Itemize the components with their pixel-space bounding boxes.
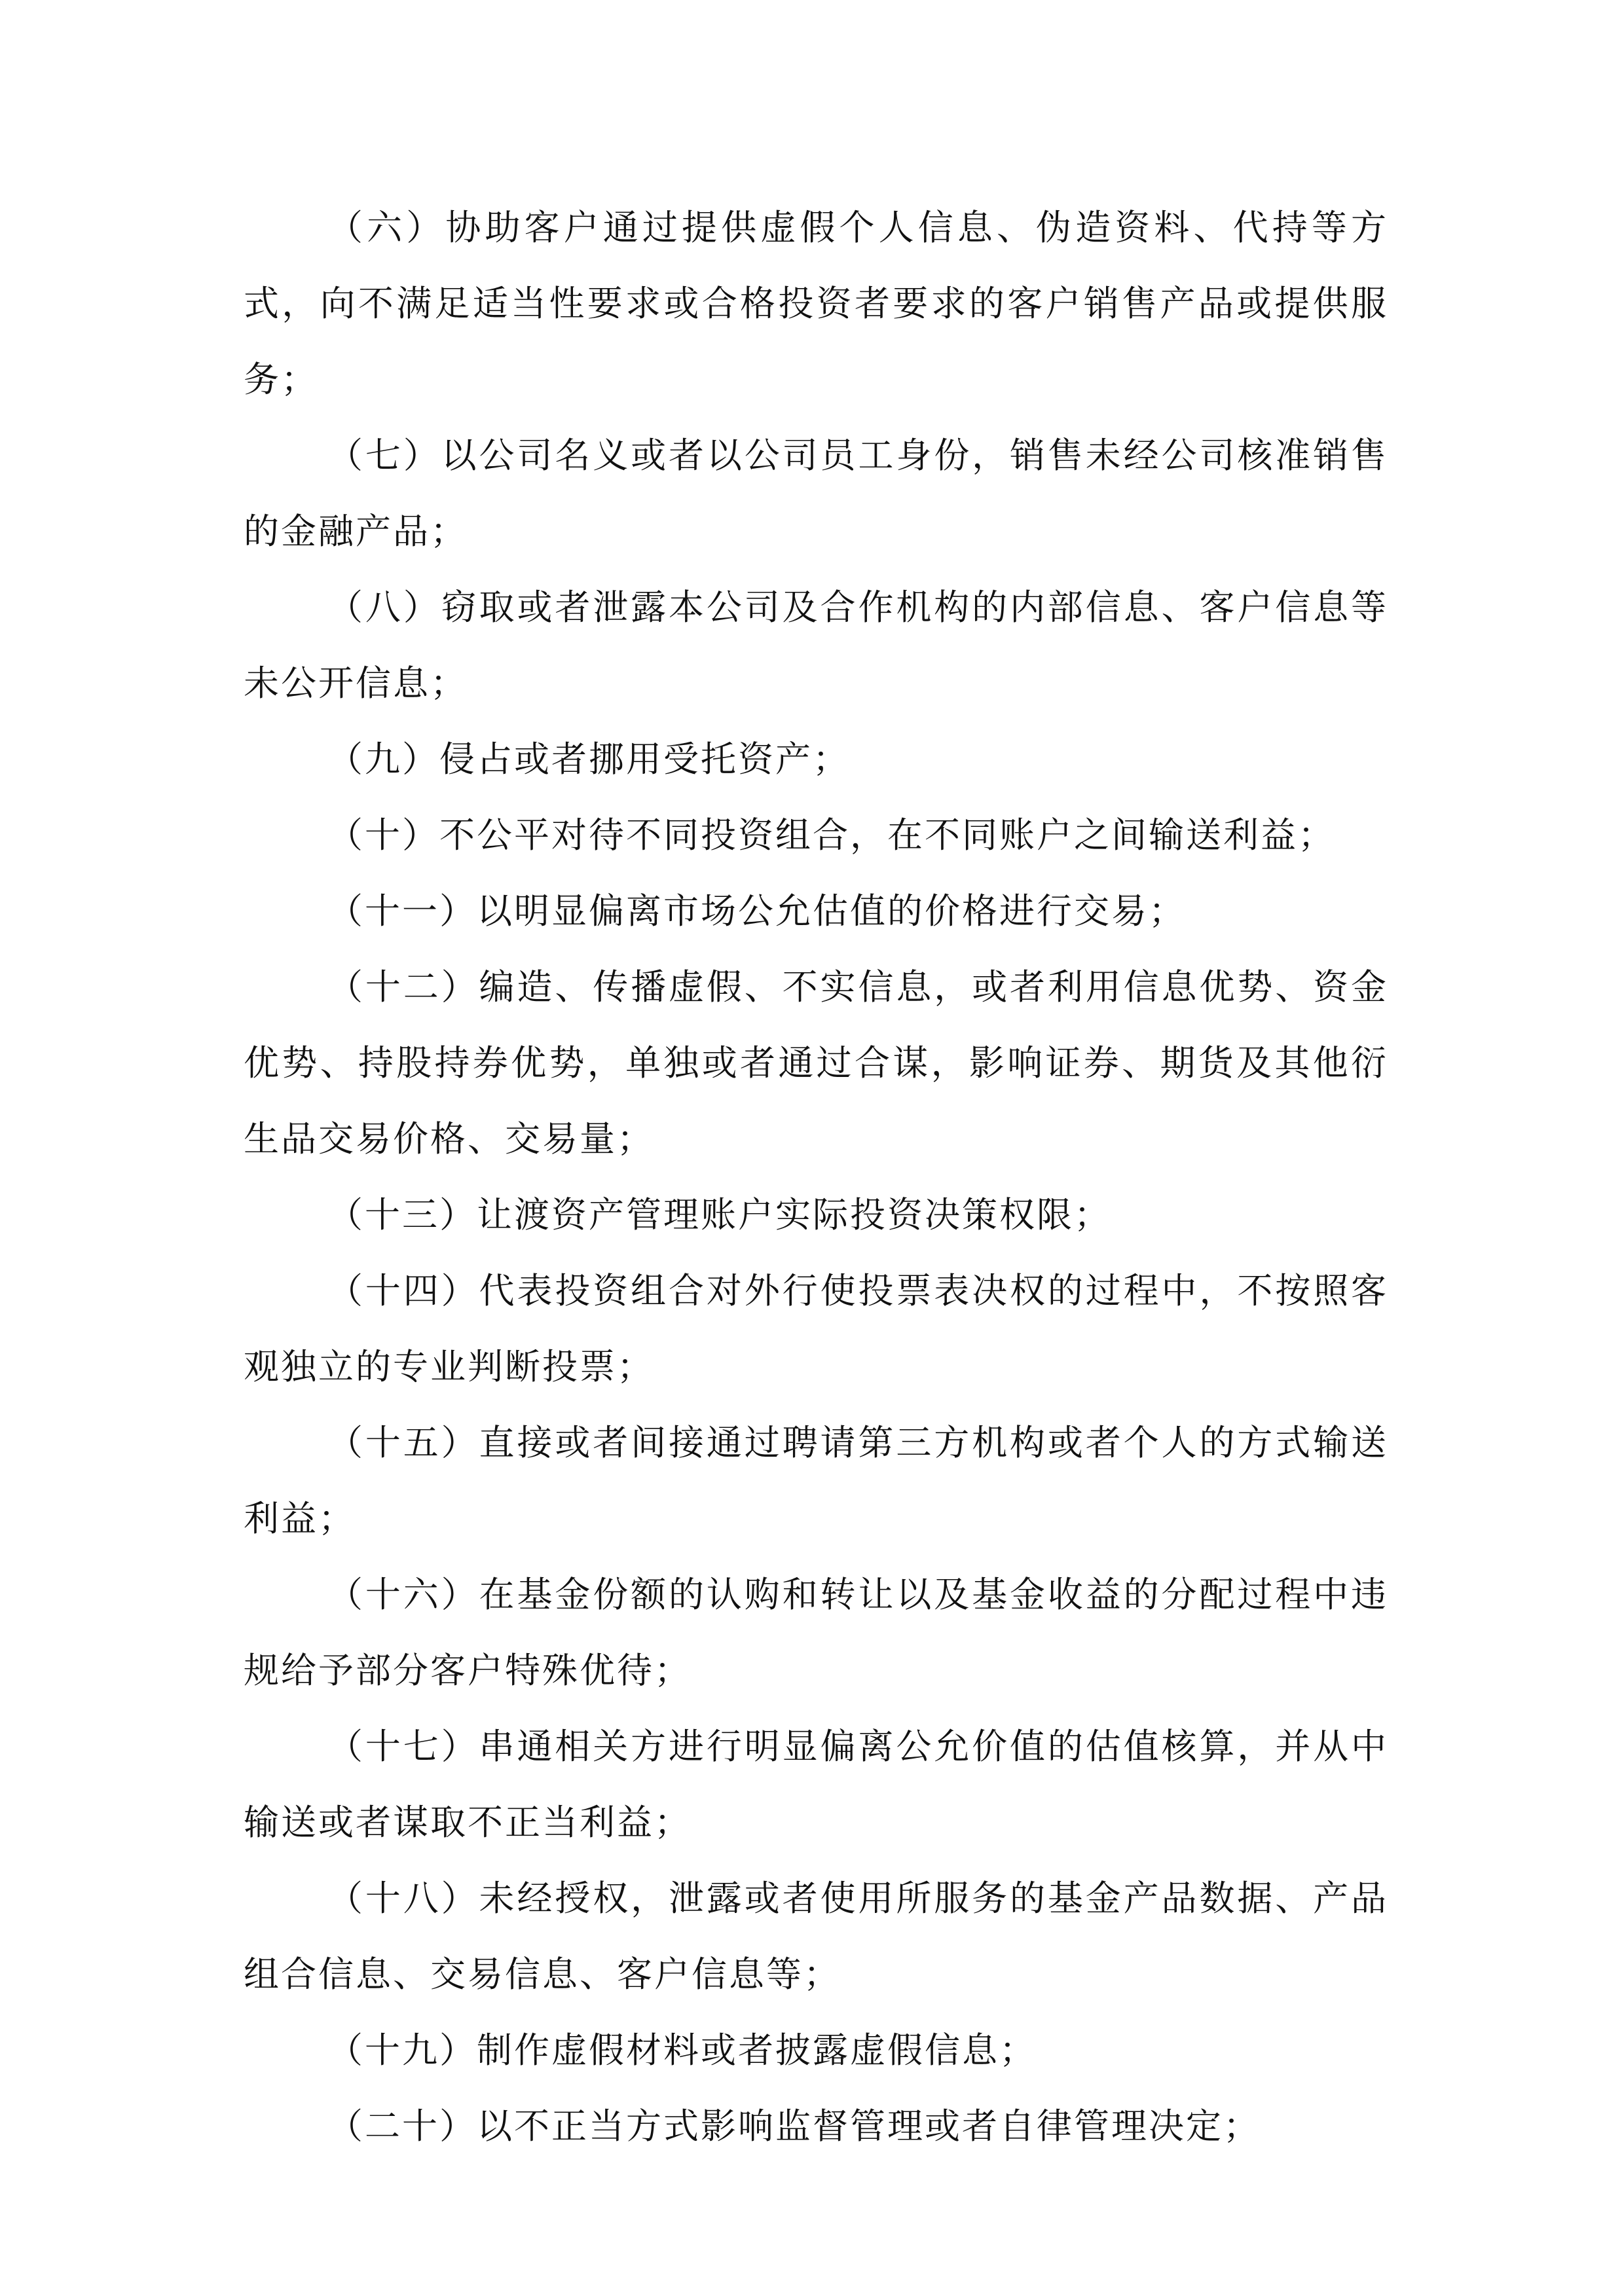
clause-7: （七）以公司名义或者以公司员工身份，销售未经公司核准销售的金融产品； bbox=[244, 435, 1388, 552]
clause-11: （十一）以明显偏离市场公允估值的价格进行交易； bbox=[327, 890, 1186, 932]
clause-10: （十）不公平对待不同投资组合，在不同账户之间输送利益； bbox=[327, 814, 1335, 856]
document-body bbox=[244, 190, 1388, 2164]
clause-20: （二十）以不正当方式影响监督管理或者自律管理决定； bbox=[327, 2105, 1261, 2147]
clause-15: （十五）直接或者间接通过聘请第三方机构或者个人的方式输送利益； bbox=[244, 1422, 1388, 1539]
clause-18: （十八）未经授权，泄露或者使用所服务的基金产品数据、产品组合信息、交易信息、客户信息等； bbox=[244, 1878, 1388, 1995]
clause-16: （十六）在基金份额的认购和转让以及基金收益的分配过程中违规给予部分客户特殊优待； bbox=[244, 1574, 1388, 1691]
clause-8: （八）窃取或者泄露本公司及合作机构的内部信息、客户信息等未公开信息； bbox=[244, 587, 1388, 704]
clause-6: （六）协助客户通过提供虚假个人信息、伪造资料、代持等方式，向不满足适当性要求或合格投资者要求的客户销售产品或提供服务； bbox=[244, 207, 1388, 400]
clause-14: （十四）代表投资组合对外行使投票表决权的过程中，不按照客观独立的专业判断投票； bbox=[244, 1270, 1388, 1387]
clause-17: （十七）串通相关方进行明显偏离公允价值的估值核算，并从中输送或者谋取不正当利益； bbox=[244, 1726, 1388, 1843]
clause-19: （十九）制作虚假材料或者披露虚假信息； bbox=[327, 2030, 1037, 2071]
clause-13: （十三）让渡资产管理账户实际投资决策权限； bbox=[327, 1194, 1111, 1235]
clause-9: （九）侵占或者挪用受托资产； bbox=[327, 738, 850, 780]
clause-12: （十二）编造、传播虚假、不实信息，或者利用信息优势、资金优势、持股持券优势，单独或者通过合谋，影响证券、期货及其他衍生品交易价格、交易量； bbox=[244, 966, 1388, 1159]
